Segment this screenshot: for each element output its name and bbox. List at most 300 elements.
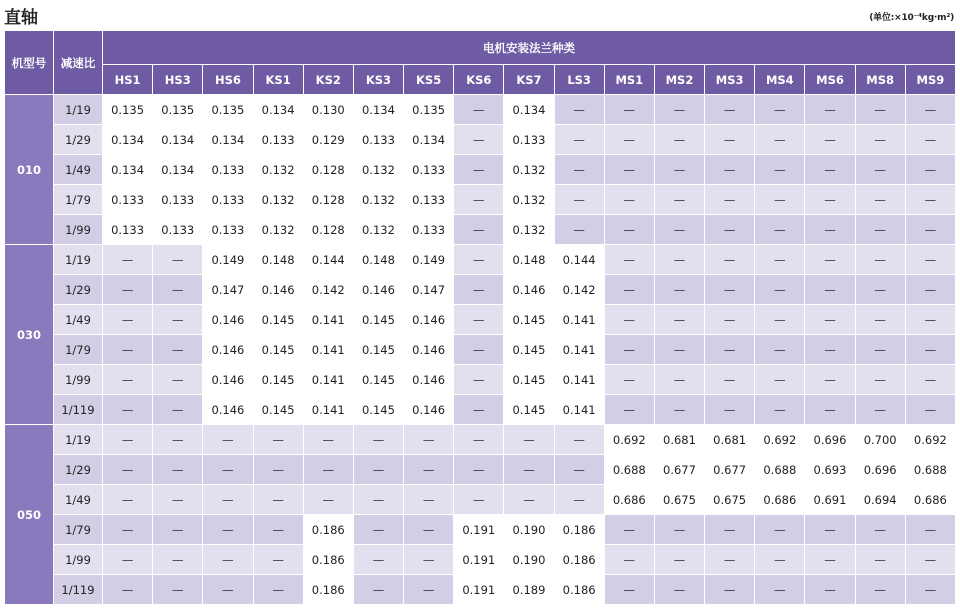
value-cell: 0.693 (805, 455, 854, 484)
value-cell: — (655, 155, 704, 184)
value-cell: — (103, 515, 152, 544)
value-cell: 0.688 (605, 455, 654, 484)
value-cell: 0.191 (454, 575, 503, 604)
flange-header-ms6: MS6 (805, 65, 854, 94)
value-cell: — (354, 545, 403, 574)
value-cell: 0.142 (304, 275, 353, 304)
value-cell: 0.145 (254, 395, 303, 424)
value-cell: — (404, 485, 453, 514)
value-cell: — (153, 245, 202, 274)
value-cell: 0.186 (555, 515, 604, 544)
table-row (5, 215, 955, 244)
value-cell: — (103, 305, 152, 334)
value-cell: 0.145 (254, 365, 303, 394)
value-cell: — (856, 125, 905, 154)
value-cell: 0.144 (304, 245, 353, 274)
value-cell: — (153, 275, 202, 304)
value-cell: — (605, 275, 654, 304)
flange-header-ks3: KS3 (354, 65, 403, 94)
value-cell: 0.128 (304, 185, 353, 214)
value-cell: — (655, 545, 704, 574)
value-cell: 0.133 (254, 125, 303, 154)
value-cell: — (655, 395, 704, 424)
ratio-cell: 1/119 (54, 395, 102, 424)
value-cell: — (856, 215, 905, 244)
value-cell: 0.135 (404, 95, 453, 124)
value-cell: 0.696 (856, 455, 905, 484)
ratio-cell: 1/79 (54, 185, 102, 214)
value-cell: 0.141 (555, 305, 604, 334)
value-cell: 0.686 (755, 485, 804, 514)
table-row (5, 455, 955, 484)
value-cell: — (805, 335, 854, 364)
value-cell: — (153, 455, 202, 484)
value-cell: 0.696 (805, 425, 854, 454)
model-cell: 050 (5, 425, 53, 604)
value-cell: — (655, 95, 704, 124)
value-cell: 0.145 (354, 335, 403, 364)
value-cell: 0.146 (254, 275, 303, 304)
table-row (5, 155, 955, 184)
value-cell: — (354, 485, 403, 514)
value-cell: — (856, 395, 905, 424)
value-cell: — (203, 455, 252, 484)
value-cell: 0.141 (304, 335, 353, 364)
value-cell: 0.128 (304, 215, 353, 244)
value-cell: 0.148 (354, 245, 403, 274)
value-cell: — (153, 305, 202, 334)
ratio-cell: 1/79 (54, 515, 102, 544)
value-cell: 0.146 (203, 395, 252, 424)
flange-header-hs1: HS1 (103, 65, 152, 94)
ratio-cell: 1/29 (54, 275, 102, 304)
value-cell: — (555, 185, 604, 214)
value-cell: 0.133 (153, 215, 202, 244)
value-cell: 0.141 (304, 365, 353, 394)
value-cell: 0.135 (203, 95, 252, 124)
value-cell: 0.133 (404, 185, 453, 214)
value-cell: — (605, 185, 654, 214)
value-cell: 0.146 (404, 335, 453, 364)
value-cell: — (705, 515, 754, 544)
value-cell: 0.190 (504, 515, 553, 544)
value-cell: 0.142 (555, 275, 604, 304)
value-cell: — (655, 275, 704, 304)
flange-header-ms1: MS1 (605, 65, 654, 94)
value-cell: 0.134 (254, 95, 303, 124)
flange-header-ms3: MS3 (705, 65, 754, 94)
value-cell: — (856, 305, 905, 334)
value-cell: — (805, 245, 854, 274)
value-cell: 0.692 (906, 425, 955, 454)
value-cell: 0.145 (504, 305, 553, 334)
value-cell: — (705, 275, 754, 304)
value-cell: — (605, 95, 654, 124)
value-cell: 0.134 (103, 155, 152, 184)
value-cell: 0.686 (906, 485, 955, 514)
value-cell: — (454, 245, 503, 274)
model-cell: 010 (5, 95, 53, 244)
value-cell: — (755, 395, 804, 424)
value-cell: — (655, 215, 704, 244)
value-cell: — (504, 455, 553, 484)
value-cell: — (805, 215, 854, 244)
value-cell: 0.146 (504, 275, 553, 304)
value-cell: 0.141 (555, 335, 604, 364)
value-cell: 0.141 (555, 365, 604, 394)
value-cell: — (705, 245, 754, 274)
table-row (5, 395, 955, 424)
value-cell: — (755, 275, 804, 304)
value-cell: 0.145 (354, 365, 403, 394)
value-cell: — (254, 515, 303, 544)
value-cell: — (705, 395, 754, 424)
model-cell: 030 (5, 245, 53, 424)
value-cell: 0.134 (504, 95, 553, 124)
value-cell: — (805, 365, 854, 394)
value-cell: — (254, 545, 303, 574)
value-cell: — (705, 185, 754, 214)
value-cell: — (755, 335, 804, 364)
table-row (5, 275, 955, 304)
value-cell: 0.146 (203, 365, 252, 394)
value-cell: 0.147 (203, 275, 252, 304)
value-cell: 0.146 (404, 305, 453, 334)
value-cell: 0.686 (605, 485, 654, 514)
value-cell: 0.129 (304, 125, 353, 154)
value-cell: 0.190 (504, 545, 553, 574)
value-cell: — (454, 215, 503, 244)
value-cell: 0.133 (203, 215, 252, 244)
table-row (5, 335, 955, 364)
value-cell: — (906, 185, 955, 214)
value-cell: 0.149 (203, 245, 252, 274)
value-cell: 0.145 (254, 305, 303, 334)
value-cell: 0.133 (404, 215, 453, 244)
value-cell: — (153, 515, 202, 544)
value-cell: — (103, 245, 152, 274)
value-cell: — (906, 365, 955, 394)
value-cell: — (103, 335, 152, 364)
value-cell: — (705, 575, 754, 604)
value-cell: — (805, 305, 854, 334)
value-cell: — (103, 395, 152, 424)
value-cell: — (605, 545, 654, 574)
value-cell: — (705, 125, 754, 154)
value-cell: — (254, 455, 303, 484)
value-cell: — (555, 125, 604, 154)
ratio-cell: 1/49 (54, 485, 102, 514)
ratio-cell: 1/99 (54, 215, 102, 244)
value-cell: — (103, 575, 152, 604)
value-cell: 0.692 (755, 425, 804, 454)
value-cell: 0.130 (304, 95, 353, 124)
value-cell: — (705, 155, 754, 184)
table-row (5, 185, 955, 214)
value-cell: 0.134 (354, 95, 403, 124)
value-cell: 0.132 (504, 185, 553, 214)
value-cell: — (254, 485, 303, 514)
value-cell: — (454, 125, 503, 154)
value-cell: — (755, 515, 804, 544)
value-cell: 0.132 (254, 155, 303, 184)
value-cell: 0.146 (203, 305, 252, 334)
value-cell: — (605, 305, 654, 334)
value-cell: — (454, 335, 503, 364)
flange-header-ms8: MS8 (856, 65, 905, 94)
ratio-cell: 1/99 (54, 545, 102, 574)
value-cell: 0.132 (254, 215, 303, 244)
table-row (5, 245, 955, 274)
value-cell: — (304, 425, 353, 454)
value-cell: 0.132 (354, 155, 403, 184)
value-cell: — (755, 125, 804, 154)
value-cell: — (856, 365, 905, 394)
value-cell: — (555, 485, 604, 514)
value-cell: 0.133 (504, 125, 553, 154)
value-cell: 0.694 (856, 485, 905, 514)
value-cell: 0.133 (354, 125, 403, 154)
value-cell: 0.132 (354, 185, 403, 214)
value-cell: 0.135 (103, 95, 152, 124)
value-cell: — (153, 575, 202, 604)
value-cell: — (856, 575, 905, 604)
value-cell: 0.189 (504, 575, 553, 604)
value-cell: — (755, 575, 804, 604)
value-cell: 0.133 (103, 215, 152, 244)
value-cell: — (906, 125, 955, 154)
value-cell: — (203, 485, 252, 514)
value-cell: — (655, 245, 704, 274)
value-cell: 0.135 (153, 95, 202, 124)
value-cell: — (153, 335, 202, 364)
value-cell: — (153, 485, 202, 514)
value-cell: — (705, 305, 754, 334)
value-cell: — (906, 95, 955, 124)
value-cell: — (655, 335, 704, 364)
value-cell: 0.148 (504, 245, 553, 274)
value-cell: — (555, 95, 604, 124)
value-cell: — (856, 545, 905, 574)
value-cell: — (805, 515, 854, 544)
flange-header-ks7: KS7 (504, 65, 553, 94)
value-cell: — (805, 155, 854, 184)
value-cell: 0.141 (304, 305, 353, 334)
value-cell: — (103, 485, 152, 514)
flange-group-header: 电机安装法兰种类 (103, 31, 955, 64)
value-cell: 0.134 (203, 125, 252, 154)
value-cell: — (404, 575, 453, 604)
value-cell: — (705, 95, 754, 124)
value-cell: — (705, 365, 754, 394)
value-cell: — (805, 545, 854, 574)
value-cell: — (153, 545, 202, 574)
value-cell: — (103, 545, 152, 574)
value-cell: 0.134 (153, 125, 202, 154)
value-cell: — (203, 575, 252, 604)
value-cell: 0.681 (655, 425, 704, 454)
value-cell: — (605, 575, 654, 604)
value-cell: — (454, 95, 503, 124)
value-cell: — (655, 365, 704, 394)
flange-header-ks5: KS5 (404, 65, 453, 94)
value-cell: 0.132 (504, 155, 553, 184)
value-cell: 0.146 (354, 275, 403, 304)
value-cell: — (304, 485, 353, 514)
value-cell: 0.191 (454, 515, 503, 544)
value-cell: — (755, 95, 804, 124)
value-cell: — (454, 275, 503, 304)
flange-header-ks6: KS6 (454, 65, 503, 94)
value-cell: — (504, 485, 553, 514)
value-cell: 0.134 (404, 125, 453, 154)
value-cell: — (906, 545, 955, 574)
value-cell: — (304, 455, 353, 484)
table-row (5, 305, 955, 334)
table-row (5, 365, 955, 394)
value-cell: 0.677 (705, 455, 754, 484)
value-cell: — (454, 365, 503, 394)
table-row (5, 515, 955, 544)
value-cell: — (404, 515, 453, 544)
value-cell: — (103, 455, 152, 484)
value-cell: — (605, 335, 654, 364)
value-cell: — (755, 305, 804, 334)
value-cell: — (906, 515, 955, 544)
value-cell: — (454, 425, 503, 454)
value-cell: 0.692 (605, 425, 654, 454)
value-cell: 0.134 (103, 125, 152, 154)
value-cell: — (906, 395, 955, 424)
value-cell: — (203, 425, 252, 454)
flange-header-ks2: KS2 (304, 65, 353, 94)
value-cell: — (555, 215, 604, 244)
value-cell: — (605, 155, 654, 184)
value-cell: — (254, 425, 303, 454)
flange-header-ls3: LS3 (555, 65, 604, 94)
value-cell: 0.677 (655, 455, 704, 484)
value-cell: — (354, 575, 403, 604)
value-cell: 0.132 (504, 215, 553, 244)
value-cell: — (153, 425, 202, 454)
value-cell: — (856, 275, 905, 304)
value-cell: 0.681 (705, 425, 754, 454)
flange-header-ms4: MS4 (755, 65, 804, 94)
value-cell: 0.133 (103, 185, 152, 214)
value-cell: 0.145 (504, 395, 553, 424)
table-row (5, 95, 955, 124)
value-cell: — (203, 545, 252, 574)
value-cell: — (856, 95, 905, 124)
value-cell: 0.146 (203, 335, 252, 364)
value-cell: — (906, 155, 955, 184)
value-cell: — (454, 305, 503, 334)
value-cell: 0.134 (153, 155, 202, 184)
value-cell: 0.133 (203, 155, 252, 184)
value-cell: — (856, 185, 905, 214)
value-cell: — (454, 455, 503, 484)
value-cell: 0.132 (254, 185, 303, 214)
value-cell: — (605, 215, 654, 244)
value-cell: — (605, 395, 654, 424)
value-cell: — (354, 425, 403, 454)
value-cell: — (153, 395, 202, 424)
value-cell: — (454, 395, 503, 424)
value-cell: — (856, 335, 905, 364)
value-cell: 0.675 (705, 485, 754, 514)
value-cell: — (805, 125, 854, 154)
value-cell: 0.144 (555, 245, 604, 274)
value-cell: — (454, 485, 503, 514)
value-cell: — (504, 425, 553, 454)
value-cell: 0.145 (254, 335, 303, 364)
value-cell: — (755, 215, 804, 244)
value-cell: — (906, 305, 955, 334)
value-cell: — (705, 215, 754, 244)
value-cell: — (655, 185, 704, 214)
value-cell: 0.186 (304, 575, 353, 604)
value-cell: — (805, 95, 854, 124)
ratio-cell: 1/49 (54, 155, 102, 184)
flange-header-hs6: HS6 (203, 65, 252, 94)
value-cell: 0.700 (856, 425, 905, 454)
value-cell: — (354, 515, 403, 544)
value-cell: — (906, 335, 955, 364)
inertia-table (4, 30, 956, 605)
value-cell: 0.128 (304, 155, 353, 184)
value-cell: 0.133 (153, 185, 202, 214)
value-cell: — (103, 365, 152, 394)
value-cell: — (103, 425, 152, 454)
value-cell: 0.186 (304, 545, 353, 574)
value-cell: — (805, 575, 854, 604)
model-column-header: 机型号 (5, 31, 53, 94)
value-cell: — (906, 215, 955, 244)
value-cell: — (153, 365, 202, 394)
table-row (5, 425, 955, 454)
value-cell: 0.186 (555, 545, 604, 574)
value-cell: — (655, 575, 704, 604)
ratio-cell: 1/99 (54, 365, 102, 394)
value-cell: — (655, 125, 704, 154)
value-cell: — (103, 275, 152, 304)
value-cell: — (605, 515, 654, 544)
value-cell: 0.191 (454, 545, 503, 574)
ratio-cell: 1/49 (54, 305, 102, 334)
ratio-cell: 1/19 (54, 245, 102, 274)
ratio-cell: 1/79 (54, 335, 102, 364)
value-cell: 0.141 (304, 395, 353, 424)
value-cell: 0.145 (354, 305, 403, 334)
value-cell: — (454, 185, 503, 214)
value-cell: — (254, 575, 303, 604)
value-cell: 0.148 (254, 245, 303, 274)
value-cell: — (755, 245, 804, 274)
value-cell: 0.688 (906, 455, 955, 484)
value-cell: — (655, 305, 704, 334)
ratio-cell: 1/29 (54, 125, 102, 154)
value-cell: — (856, 155, 905, 184)
ratio-cell: 1/29 (54, 455, 102, 484)
value-cell: — (705, 335, 754, 364)
value-cell: 0.149 (404, 245, 453, 274)
value-cell: — (705, 545, 754, 574)
table-row (5, 575, 955, 604)
value-cell: 0.133 (203, 185, 252, 214)
value-cell: — (906, 275, 955, 304)
flange-header-ms2: MS2 (655, 65, 704, 94)
value-cell: — (605, 125, 654, 154)
